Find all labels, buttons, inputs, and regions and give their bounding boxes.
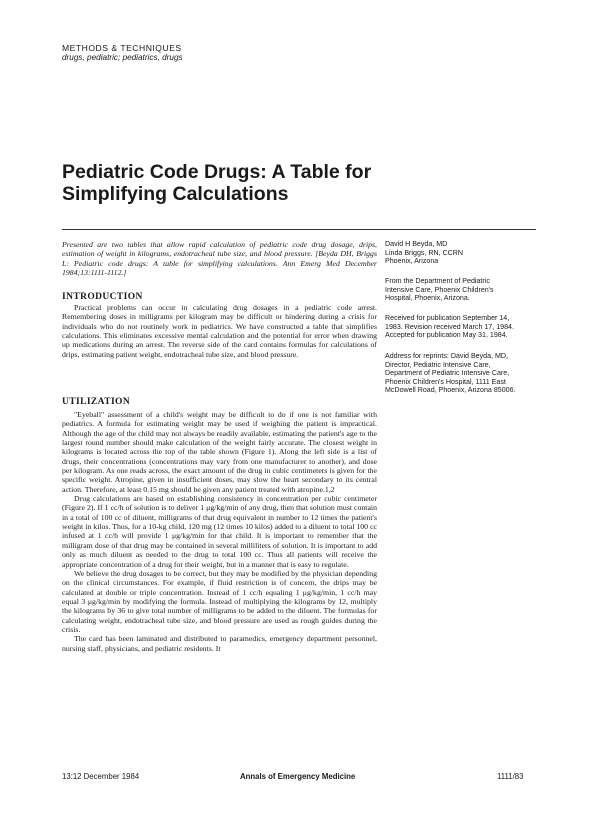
title-line-1: Pediatric Code Drugs: A Table for [62,161,372,183]
utilization-paragraph-1: "Eyeball" assessment of a child's weight may be difficult to do if one is not familiar with pediatrics. A formula for estimating weight may be used if weighing the patient is impractical. Although the age of the child may not always be readily available, estimating the patient's age to the largest round number should make calculation of the weight fairly accurate. The closest weight in kilograms is located across the top of the table shown (Figure 1). Along the left side is a list of drugs, their concentrations (concentrations may vary from one manufacturer to another), and dose per kilogram. As one reads across, the exact amount of the drug in cubic centimeters is given for the specific weight. Atropine, given in insufficient doses, may slow the heart secondary to its central action. Therefore, at least 0.15 mg should be given any patient treated with atropine.1,2 [62,410,377,494]
title-line-2: Simplifying Calculations [62,183,289,205]
introduction-heading: INTRODUCTION [62,292,143,302]
affiliation-block [385,277,494,303]
utilization-paragraph-3: We believe the drug dosages to be correct, but they may be modified by the physician depending on the clinical circumstances. For example, if fluid restriction is of concern, the drips may be calculated at double or triple concentration. Instead of 1 cc/h equaling 1 μg/kg/min, 1 cc/h may equal 3 μg/kg/min by modifying the formula. Instead of multiplying the kilograms by 12, multiply the kilograms by 36 to give total number of milligrams to be added to the diluent. The formulas for calculating weight, endotracheal tube size, and blood pressure are used as rough guides during the crisis. [62,568,377,634]
date-line: Received for publication September 14, [385,314,510,322]
abstract: Presented are two tables that allow rapid calculation of pediatric code drug dosage, drips, estimation of weight in kilograms, endotracheal tube size, and blood pressure. [Beyda DH, Briggs L: Pediatric code drugs: A table for simplifying calculations. Ann Emerg Med December 1984;13:1111-1112.] [62,240,377,278]
address-line: Director, Pediatric Intensive Care, [385,360,491,369]
utilization-paragraph-2: Drug calculations are based on establishing consistency in concentration per cubic centimeter (Figure 2). If 1 cc/h of solution is to deliver 1 μg/kg/min of any drug, then that solution must contain in a total of 100 cc of diluent, milligrams of that drug equivalent in number to 12 times the patient's weight in kilos. Thus, for a 10-kg child, 120 mg (12 times 10 kilos) added to a diluent to total 100 cc infused at 1 cc/h will provide 1 μg/kg/min for that child. It is important to remember that the milligram dose of that drug may be contained in several milliliters of solution. It is important to add only as much diluent as needed to the drug to total 100 cc. Thus all patients will receive the appropriate concentration of a drug for their weight, but in a manner that is easy to regulate. [62,494,377,569]
keywords: drugs, pediatric; pediatrics, drugs [62,53,183,62]
dates-block [385,314,514,340]
title-divider [62,229,536,230]
affiliation-line: Hospital, Phoenix, Arizona. [385,294,470,303]
author-1: David H Beyda, MD [385,240,448,248]
utilization-paragraph-4: The card has been laminated and distributed to paramedics, emergency department personnel, nursing staff, physicians, and pediatric residents. It [62,634,377,653]
introduction-body [62,303,377,359]
introduction-paragraph: Practical problems can occur in calculating drug dosages in a pediatric code arrest. Remembering doses in milligrams per kilogram may be difficult or hindering during a crisis for individuals who do not routinely work in pediatrics. We have constructed a table that simplifies calculations. This eliminates excessive mental calculation and the potential for error when drawing up medications during an arrest. The reverse side of the card contains formulas for calculations of drips, estimating patient weight, endotracheal tube size, and blood pressure. [62,303,377,359]
address-line: McDowell Road, Phoenix, Arizona 85006. [385,386,516,395]
author-2: Linda Briggs, RN, CCRN [385,248,464,257]
affiliation-line: From the Department of Pediatric [385,277,490,285]
date-line: Accepted for publication May 31, 1984. [385,331,508,340]
address-block [385,352,516,395]
utilization-heading: UTILIZATION [62,397,131,407]
footer-journal: Annals of Emergency Medicine [240,772,356,781]
date-line: 1983. Revision received March 17, 1984. [385,322,514,331]
footer-page: 1111/83 [497,772,524,781]
affiliation-line: Intensive Care, Phoenix Children's [385,285,494,294]
address-line: Department of Pediatric Intensive Care, [385,369,510,378]
utilization-body [62,410,377,653]
footer-issue: 13:12 December 1984 [62,772,140,781]
author-block [385,240,463,266]
address-line: Phoenix Children's Hospital, 1111 East [385,377,506,386]
section-label: METHODS & TECHNIQUES [62,43,182,53]
author-location: Phoenix, Arizona [385,257,439,266]
address-line: Address for reprints: David Beyda, MD, [385,352,509,360]
article-title [62,161,462,205]
